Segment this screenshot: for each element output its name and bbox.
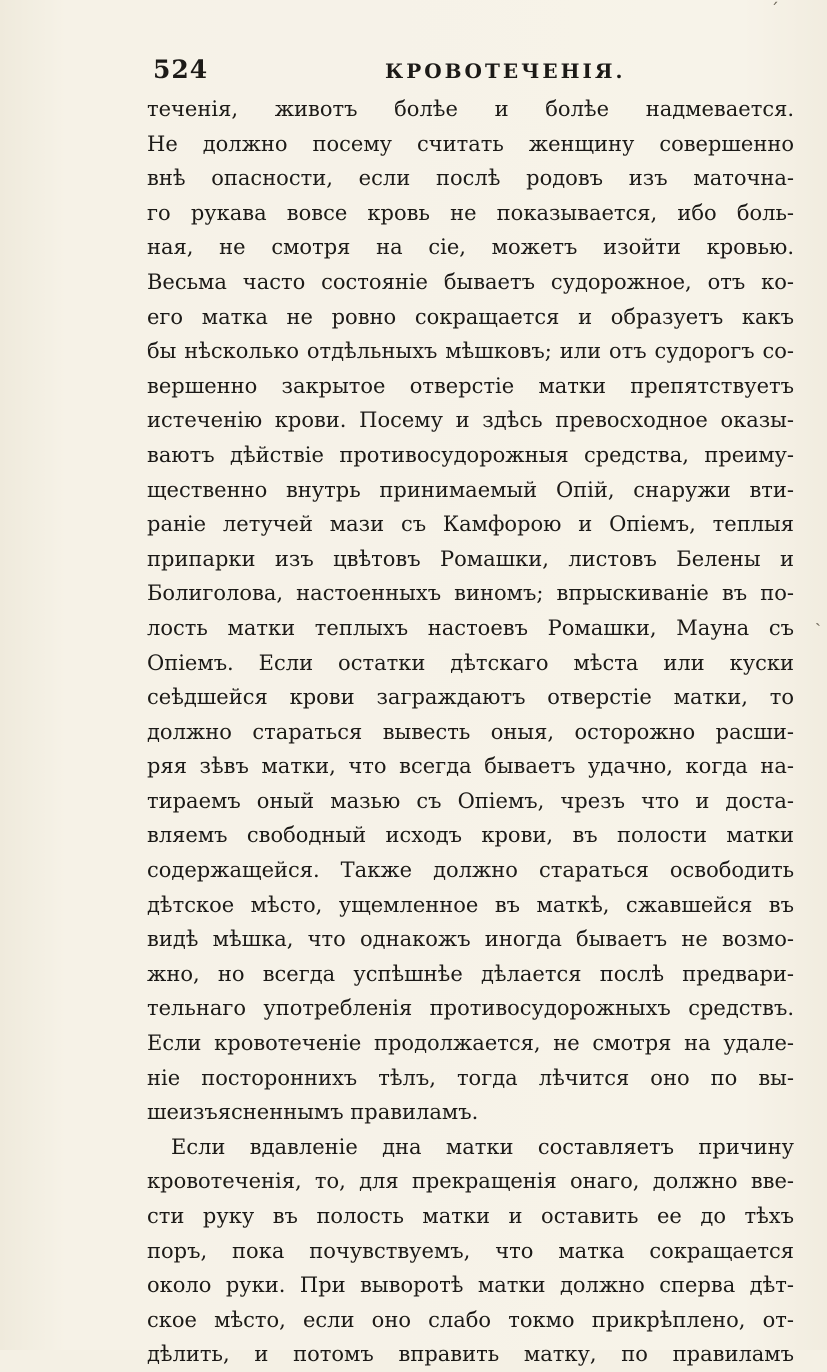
text-line: около руки. При выворотѣ матки должно сперва дѣт-: [147, 1273, 794, 1298]
text-line: истеченію крови. Посему и здѣсь превосходное оказы-: [147, 408, 794, 433]
text-line: припарки изъ цвѣтовъ Ромашки, листовъ Белены и: [147, 546, 794, 571]
page-header: [153, 55, 793, 95]
text-line: Весьма часто состояніе бываетъ судорожное, отъ ко-: [147, 269, 794, 294]
text-line: ніе постороннихъ тѣлъ, тогда лѣчится оно по вы-: [147, 1065, 794, 1090]
text-line: дѣтское мѣсто, ущемленное въ маткѣ, сжавшейся въ: [147, 892, 794, 917]
text-line: вляемъ свободный исходъ крови, въ полости матки: [147, 823, 794, 848]
margin-speck: ˊ: [770, 0, 779, 21]
text-line: сеѣдшейся крови заграждаютъ отверстіе матки, то: [147, 685, 794, 710]
text-line: ское мѣсто, если оно слабо токмо прикрѣплено, от-: [147, 1307, 794, 1332]
text-line: бы нѣсколько отдѣльныхъ мѣшковъ; или отъ судорогъ со-: [147, 339, 794, 364]
text-line: шеизъясненнымъ правиламъ.: [147, 1100, 479, 1125]
margin-speck: ˏ: [815, 606, 821, 627]
text-line: Не должно посему считать женщину совершенно: [147, 131, 794, 156]
body-text: [147, 92, 794, 1372]
text-line: тираемъ оный мазью съ Опіемъ, чрезъ что и доста-: [147, 788, 794, 813]
text-line: Болиголова, настоенныхъ виномъ; впрыскиваніе въ по-: [147, 581, 794, 606]
text-line: должно стараться вывесть оныя, осторожно расши-: [147, 719, 794, 744]
text-line: его матка не ровно сокращается и образуетъ какъ: [147, 304, 794, 329]
text-line: ваютъ дѣйствіе противосудорожныя средства, преиму-: [147, 442, 794, 467]
text-line: вершенно закрытое отверстіе матки препятствуетъ: [147, 373, 794, 398]
text-line: го рукава вовсе кровь не показывается, ибо боль-: [147, 200, 794, 225]
text-line: теченія, животъ болѣе и болѣе надмевается.: [147, 97, 794, 121]
running-head: КРОВОТЕЧЕНІЯ.: [385, 59, 626, 83]
text-line: жно, но всегда успѣшнѣе дѣлается послѣ предвари-: [147, 961, 794, 986]
text-line: сти руку въ полость матки и оставить ее до тѣхъ: [147, 1204, 794, 1228]
text-line: ряя зѣвъ матки, что всегда бываетъ удачно, когда на-: [147, 754, 794, 779]
text-line: тельнаго употребленія противосудорожныхъ средствъ.: [147, 996, 794, 1021]
text-line: Если кровотеченіе продолжается, не смотря на удале-: [147, 1031, 794, 1056]
text-line: ная, не смотря на сіе, можетъ изойти кровью.: [147, 235, 794, 260]
page-number: 524: [153, 55, 209, 84]
text-line: кровотеченія, то, для прекращенія онаго, должно вве-: [147, 1169, 794, 1194]
text-line: Если вдавленіе дна матки составляетъ причину: [171, 1134, 794, 1159]
text-line: внѣ опасности, если послѣ родовъ изъ маточна-: [147, 166, 794, 191]
paragraph: [147, 92, 794, 1130]
paragraph: [147, 1130, 794, 1372]
text-line: дѣлить, и потомъ вправить матку, по правиламъ: [147, 1342, 794, 1367]
text-line: Опіемъ. Если остатки дѣтскаго мѣста или куски: [147, 650, 794, 675]
text-line: видѣ мѣшка, что однакожъ иногда бываетъ не возмо-: [147, 927, 794, 952]
text-line: поръ, пока почувствуемъ, что матка сокращается: [147, 1238, 794, 1263]
text-line: щественно внутрь принимаемый Опій, снаружи вти-: [147, 477, 794, 502]
text-line: лость матки теплыхъ настоевъ Ромашки, Мауна съ: [147, 615, 794, 640]
text-line: содержащейся. Также должно стараться освободить: [147, 858, 794, 883]
text-line: раніе летучей мази съ Камфорою и Опіемъ, теплыя: [147, 512, 794, 537]
